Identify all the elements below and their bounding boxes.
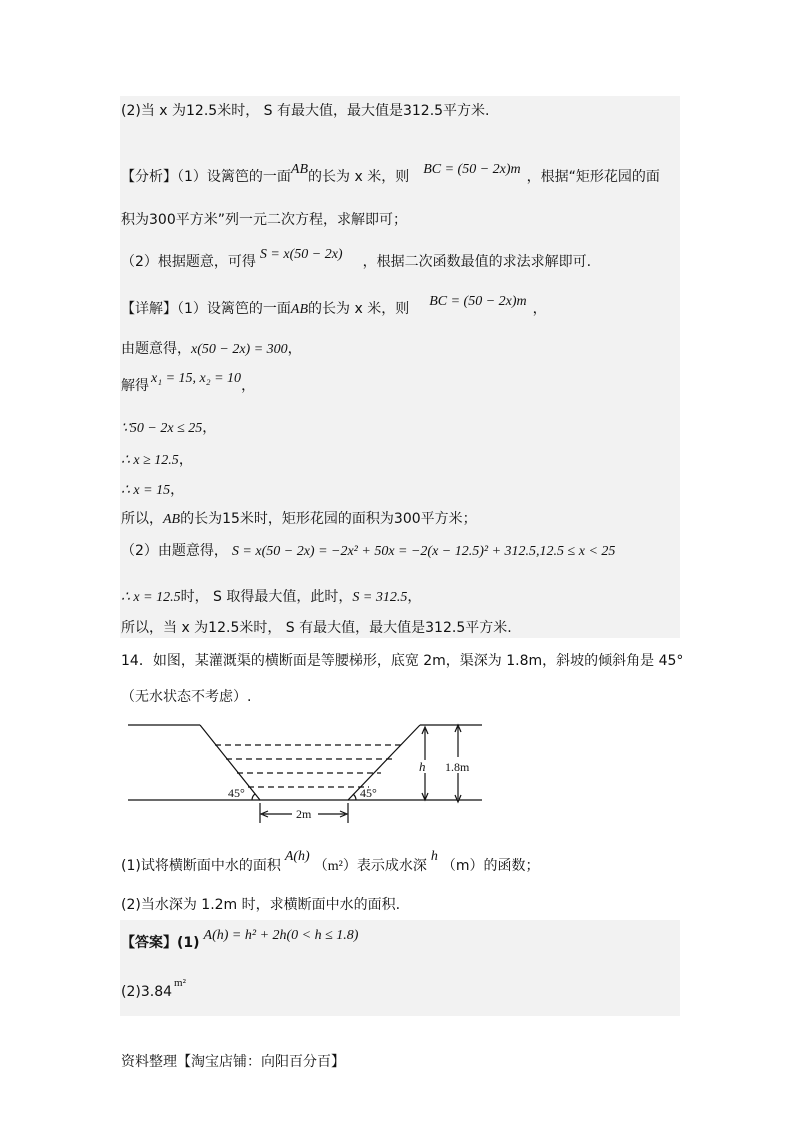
formula-bc-2: BC = (50 − 2x)m — [429, 294, 527, 309]
formula-quadratic: S = x(50 − 2x) = −2x² + 50x = −2(x − 12.5)² + 312.5,12.5 ≤ x < 25 — [231, 544, 616, 559]
bottom-width-label: 2m — [296, 807, 312, 821]
analysis-line-1: 【分析】（1）设篱笆的一面AB的长为 x 米，则 BC = (50 − 2x)m ，根据“矩形花园的面 — [121, 162, 660, 185]
detail-line-5: ∴ x ≥ 12.5， — [121, 452, 193, 468]
detail-line-4: ∵50 − 2x ≤ 25， — [121, 420, 217, 436]
water-depth-label: h — [419, 759, 426, 774]
detail-line-3: 解得 x₁ = 15, x₂ = 10， — [121, 371, 256, 394]
canal-cross-section-figure — [120, 715, 490, 825]
angle-left-label: 45° — [228, 786, 245, 800]
detail-line-9: ∴ x = 12.5时， S 取得最大值，此时，S = 312.5， — [121, 589, 422, 605]
answer-line-2: $(2)3.84^{m^2}$ — [121, 977, 186, 1000]
formula-ab-2: AB — [290, 302, 309, 317]
formula-s: S = x(50 − 2x) — [259, 247, 343, 262]
footer-note: 资料整理【淘宝店铺：向阳百分百】 — [121, 1054, 345, 1070]
solution-line-1: (2)当 x 为12.5米时， S 有最大值，最大值是312.5平方米. — [121, 103, 490, 119]
canal-depth-label: 1.8m — [445, 760, 470, 774]
answer-line-1: 【答案】(1) A(h) = h² + 2h(0 < h ≤ 1.8) — [121, 928, 359, 951]
question-14-line-1: 14．如图，某灌溉渠的横断面是等腰梯形，底宽 2m，渠深为 1.8m，斜坡的倾斜角是 45° — [121, 653, 684, 669]
formula-ab: AB — [290, 162, 309, 177]
formula-ah: A(h) — [284, 849, 310, 864]
formula-roots: x₁ = 15, x₂ = 10 — [151, 371, 242, 386]
analysis-line-2: 积为300平方米”列一元二次方程，求解即可； — [121, 212, 407, 228]
sub-question-1: (1)试将横断面中水的面积A(h)（m²）表示成水深h（m）的函数； — [121, 849, 540, 874]
formula-answer: A(h) = h² + 2h(0 < h ≤ 1.8) — [203, 928, 359, 943]
question-14-line-2: （无水状态不考虑）. — [121, 689, 252, 705]
detail-line-2: 由题意得，x(50 − 2x) = 300， — [121, 341, 302, 357]
analysis-line-3: （2）根据题意，可得 S = x(50 − 2x) ，根据二次函数最值的求法求解即可. — [121, 247, 592, 270]
formula-equation: x(50 − 2x) = 300 — [191, 342, 288, 357]
sub-question-2: (2)当水深为 1.2m 时，求横断面中水的面积. — [121, 897, 401, 913]
angle-right-label: 45° — [360, 786, 377, 800]
formula-bc: BC = (50 − 2x)m — [423, 162, 521, 177]
detail-line-6: ∴ x = 15， — [121, 482, 185, 498]
detail-line-7: 所以，AB的长为15米时，矩形花园的面积为300平方米； — [121, 511, 477, 527]
detail-line-8: （2）由题意得， S = x(50 − 2x) = −2x² + 50x = −2(x − 12.5)² + 312.5,12.5 ≤ x < 25 — [121, 543, 616, 559]
detail-line-1: 【详解】（1）设篱笆的一面AB的长为 x 米，则 BC = (50 − 2x)m ， — [121, 294, 547, 317]
detail-line-10: 所以，当 x 为12.5米时， S 有最大值，最大值是312.5平方米. — [121, 620, 512, 636]
